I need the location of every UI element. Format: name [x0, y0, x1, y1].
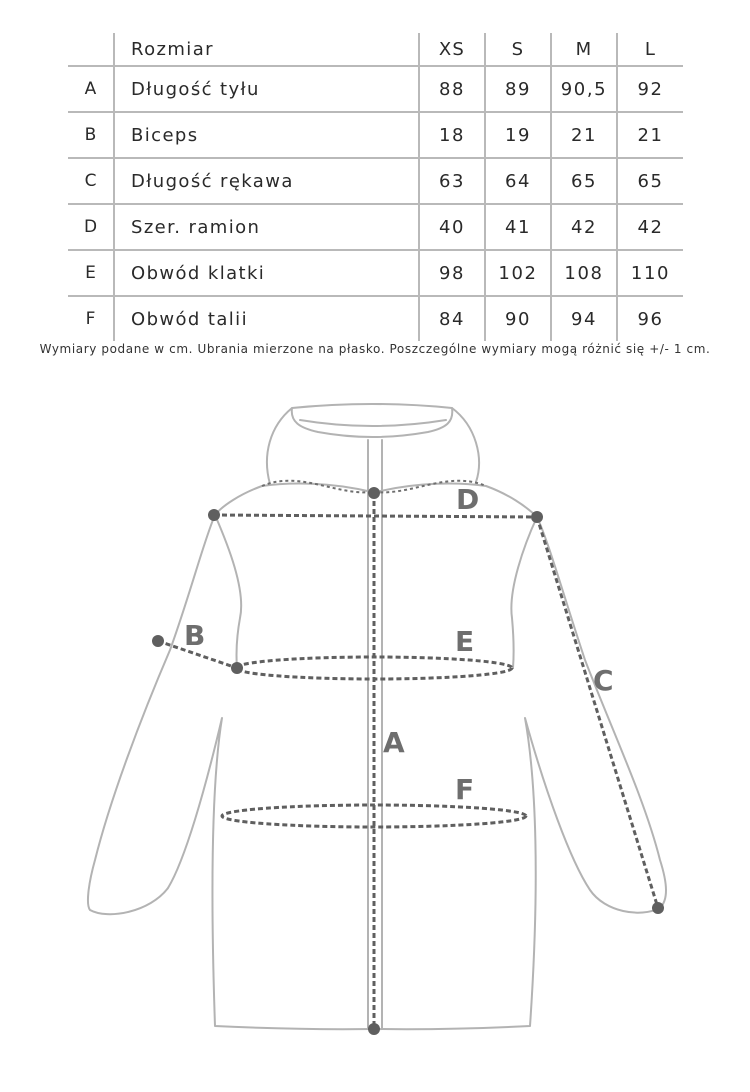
row-value: 21 [551, 112, 617, 158]
point-a-top [368, 487, 380, 499]
row-letter: C [68, 158, 114, 204]
row-value: 64 [485, 158, 551, 204]
row-value: 90 [485, 296, 551, 341]
hood-rim-inner [300, 420, 446, 426]
row-value: 110 [617, 250, 683, 296]
point-d-right [531, 511, 543, 523]
row-value: 102 [485, 250, 551, 296]
row-value: 108 [551, 250, 617, 296]
row-value: 84 [419, 296, 485, 341]
left-sleeve-seam [215, 515, 241, 668]
row-value: 96 [617, 296, 683, 341]
row-label: Obwód talii [114, 296, 419, 341]
header-size-xs: XS [419, 33, 485, 66]
body-left-outline [88, 484, 374, 1030]
label-b: B [184, 619, 206, 652]
point-c-end [652, 902, 664, 914]
header-size-s: S [485, 33, 551, 66]
row-label: Szer. ramion [114, 204, 419, 250]
measurement-lines [158, 493, 658, 1029]
row-value: 21 [617, 112, 683, 158]
measure-line-c [537, 517, 658, 908]
row-value: 94 [551, 296, 617, 341]
label-d: D [456, 483, 480, 516]
row-value: 88 [419, 66, 485, 112]
label-c: C [593, 664, 614, 697]
point-b-outer [152, 635, 164, 647]
row-value: 42 [617, 204, 683, 250]
row-value: 41 [485, 204, 551, 250]
header-label: Rozmiar [114, 33, 419, 66]
row-label: Długość tyłu [114, 66, 419, 112]
row-value: 98 [419, 250, 485, 296]
point-b-inner [231, 662, 243, 674]
row-value: 63 [419, 158, 485, 204]
row-value: 65 [551, 158, 617, 204]
row-letter: A [68, 66, 114, 112]
row-label: Obwód klatki [114, 250, 419, 296]
row-value: 40 [419, 204, 485, 250]
measure-ellipse-e [236, 657, 512, 679]
measure-line-d [214, 515, 537, 517]
row-value: 42 [551, 204, 617, 250]
row-letter: F [68, 296, 114, 341]
measurement-points [152, 487, 664, 1035]
row-label: Długość rękawa [114, 158, 419, 204]
label-f: F [455, 773, 475, 806]
row-value: 65 [617, 158, 683, 204]
point-d-left [208, 509, 220, 521]
body-right-outline [376, 484, 666, 1030]
row-letter: D [68, 204, 114, 250]
label-a: A [383, 726, 405, 759]
row-value: 92 [617, 66, 683, 112]
row-label: Biceps [114, 112, 419, 158]
hood-outline [267, 404, 479, 484]
measurement-note: Wymiary podane w cm. Ubrania mierzone na płasko. Poszczególne wymiary mogą różnić się +/- 1 cm. [39, 342, 711, 356]
row-letter: E [68, 250, 114, 296]
label-e: E [455, 625, 475, 658]
right-sleeve-seam [511, 517, 537, 668]
row-letter: B [68, 112, 114, 158]
row-value: 89 [485, 66, 551, 112]
header-size-l: L [617, 33, 683, 66]
row-value: 18 [419, 112, 485, 158]
header-size-m: M [551, 33, 617, 66]
row-value: 19 [485, 112, 551, 158]
point-a-bottom [368, 1023, 380, 1035]
row-value: 90,5 [551, 66, 617, 112]
